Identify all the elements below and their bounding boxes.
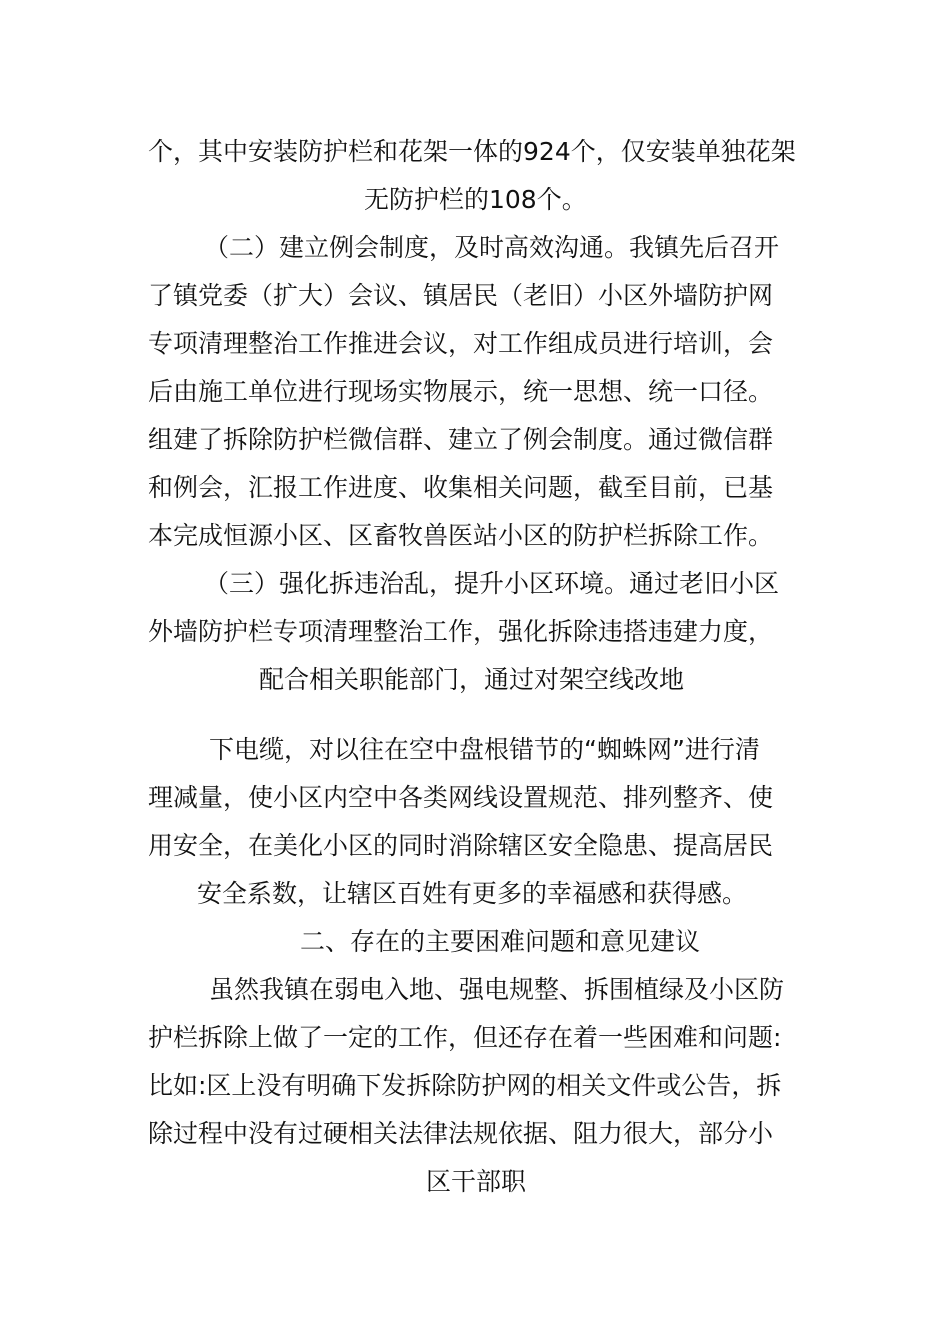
text-line-13: 下电缆，对以往在空中盘根错节的“蜘蛛网”进行清 [209,735,760,764]
text-line-8: 和例会，汇报工作进度、收集相关问题，截至目前，已基 [148,473,774,502]
text-line-2: 无防护栏的108个。 [364,185,587,214]
text-line-21: 除过程中没有过硬相关法律法规依据、阻力很大，部分小 [148,1119,774,1148]
text-line-1: 个，其中安装防护栏和花架一体的924个，仅安装单独花架 [148,137,796,166]
text-line-3: （二）建立例会制度，及时高效沟通。我镇先后召开 [204,233,780,262]
section-heading: 二、存在的主要困难问题和意见建议 [300,927,701,956]
text-line-10: （三）强化拆违治乱，提升小区环境。通过老旧小区 [204,569,780,598]
text-line-19: 护栏拆除上做了一定的工作，但还存在着一些困难和问题: [148,1023,782,1052]
text-line-6: 后由施工单位进行现场实物展示，统一思想、统一口径。 [148,377,774,406]
text-line-7: 组建了拆除防护栏微信群、建立了例会制度。通过微信群 [148,425,774,454]
text-line-15: 用安全，在美化小区的同时消除辖区安全隐患、提高居民 [148,831,774,860]
text-line-20: 比如:区上没有明确下发拆除防护网的相关文件或公告，拆 [148,1071,782,1100]
text-line-9: 本完成恒源小区、区畜牧兽医站小区的防护栏拆除工作。 [148,521,774,550]
text-line-11: 外墙防护栏专项清理整治工作，强化拆除违搭违建力度， [148,617,774,646]
text-line-12: 配合相关职能部门，通过对架空线改地 [259,665,685,694]
text-line-18: 虽然我镇在弱电入地、强电规整、拆围植绿及小区防 [209,975,785,1004]
text-line-14: 理减量，使小区内空中各类网线设置规范、排列整齐、使 [148,783,774,812]
text-line-22: 区干部职 [426,1167,527,1196]
text-line-16: 安全系数，让辖区百姓有更多的幸福感和获得感。 [197,879,748,908]
text-line-5: 专项清理整治工作推进会议，对工作组成员进行培训，会 [148,329,774,358]
text-line-4: 了镇党委（扩大）会议、镇居民（老旧）小区外墙防护网 [148,281,774,310]
